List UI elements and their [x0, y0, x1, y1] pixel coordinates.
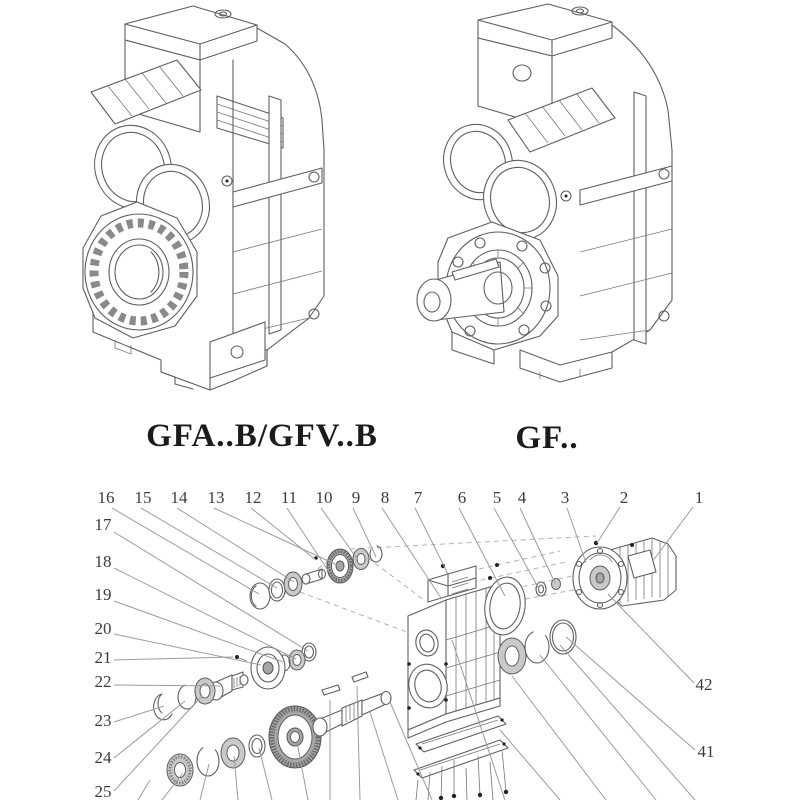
leader-line-3: [567, 508, 586, 563]
leader-line-5: [494, 508, 539, 589]
leader-line-7: [415, 508, 448, 574]
left-gearbox-line-art: [83, 6, 324, 390]
part-number-23: 23: [94, 711, 112, 730]
leader-line-16: [112, 508, 259, 594]
gearbox-drawing-gf: [400, 0, 710, 400]
part-number-12: 12: [244, 488, 262, 507]
motor-flange-gasket: [481, 574, 560, 637]
part-number-13: 13: [207, 488, 225, 507]
leader-line-12: [251, 508, 316, 560]
part-number-5: 5: [492, 488, 502, 507]
figure-label-left: GFA..B/GFV..B: [146, 418, 378, 454]
leader-line-15: [141, 508, 277, 588]
part-number-18: 18: [94, 552, 112, 571]
part-number-15: 15: [134, 488, 152, 507]
figure-label-right: GF..: [515, 420, 579, 456]
leader-line-2: [597, 507, 620, 543]
part-number-21: 21: [94, 648, 112, 667]
part-number-14: 14: [170, 488, 188, 507]
part-number-10: 10: [315, 488, 333, 507]
part-number-11: 11: [280, 488, 298, 507]
part-number-9: 9: [351, 488, 361, 507]
part-number-17: 17: [94, 515, 112, 534]
gearbox-housing: [404, 566, 500, 738]
exploded-parts-diagram: [0, 460, 800, 800]
right-gearbox-line-art: [417, 4, 672, 382]
leader-line-11: [287, 508, 329, 572]
part-number-4: 4: [517, 488, 527, 507]
leader-line-42: [608, 594, 694, 683]
part-number-42: 42: [695, 675, 713, 694]
leader-line-4: [520, 508, 555, 583]
leader-line-24: [114, 701, 185, 758]
part-number-16: 16: [97, 488, 115, 507]
leader-line-21: [114, 657, 233, 660]
leader-line-41: [566, 637, 695, 750]
part-number-22: 22: [94, 672, 112, 691]
part-number-3: 3: [560, 488, 570, 507]
part-number-20: 20: [94, 619, 112, 638]
part-number-7: 7: [413, 488, 423, 507]
part-number-25: 25: [94, 782, 112, 800]
callouts-layer: [95, 488, 715, 800]
leader-line-23: [114, 706, 164, 722]
part-number-1: 1: [694, 488, 704, 507]
part-number-41: 41: [697, 742, 715, 761]
part-number-6: 6: [457, 488, 467, 507]
gearbox-drawing-gfab: [0, 0, 400, 405]
leader-line-14: [177, 508, 294, 582]
leader-line-18: [114, 568, 296, 659]
leader-line-8: [382, 508, 441, 598]
motor-assembly: [573, 538, 676, 609]
part-number-2: 2: [619, 488, 629, 507]
leader-line-20: [114, 634, 261, 665]
part-number-19: 19: [94, 585, 112, 604]
part-number-24: 24: [94, 748, 112, 767]
leader-line-13: [214, 508, 337, 565]
part-number-8: 8: [380, 488, 390, 507]
